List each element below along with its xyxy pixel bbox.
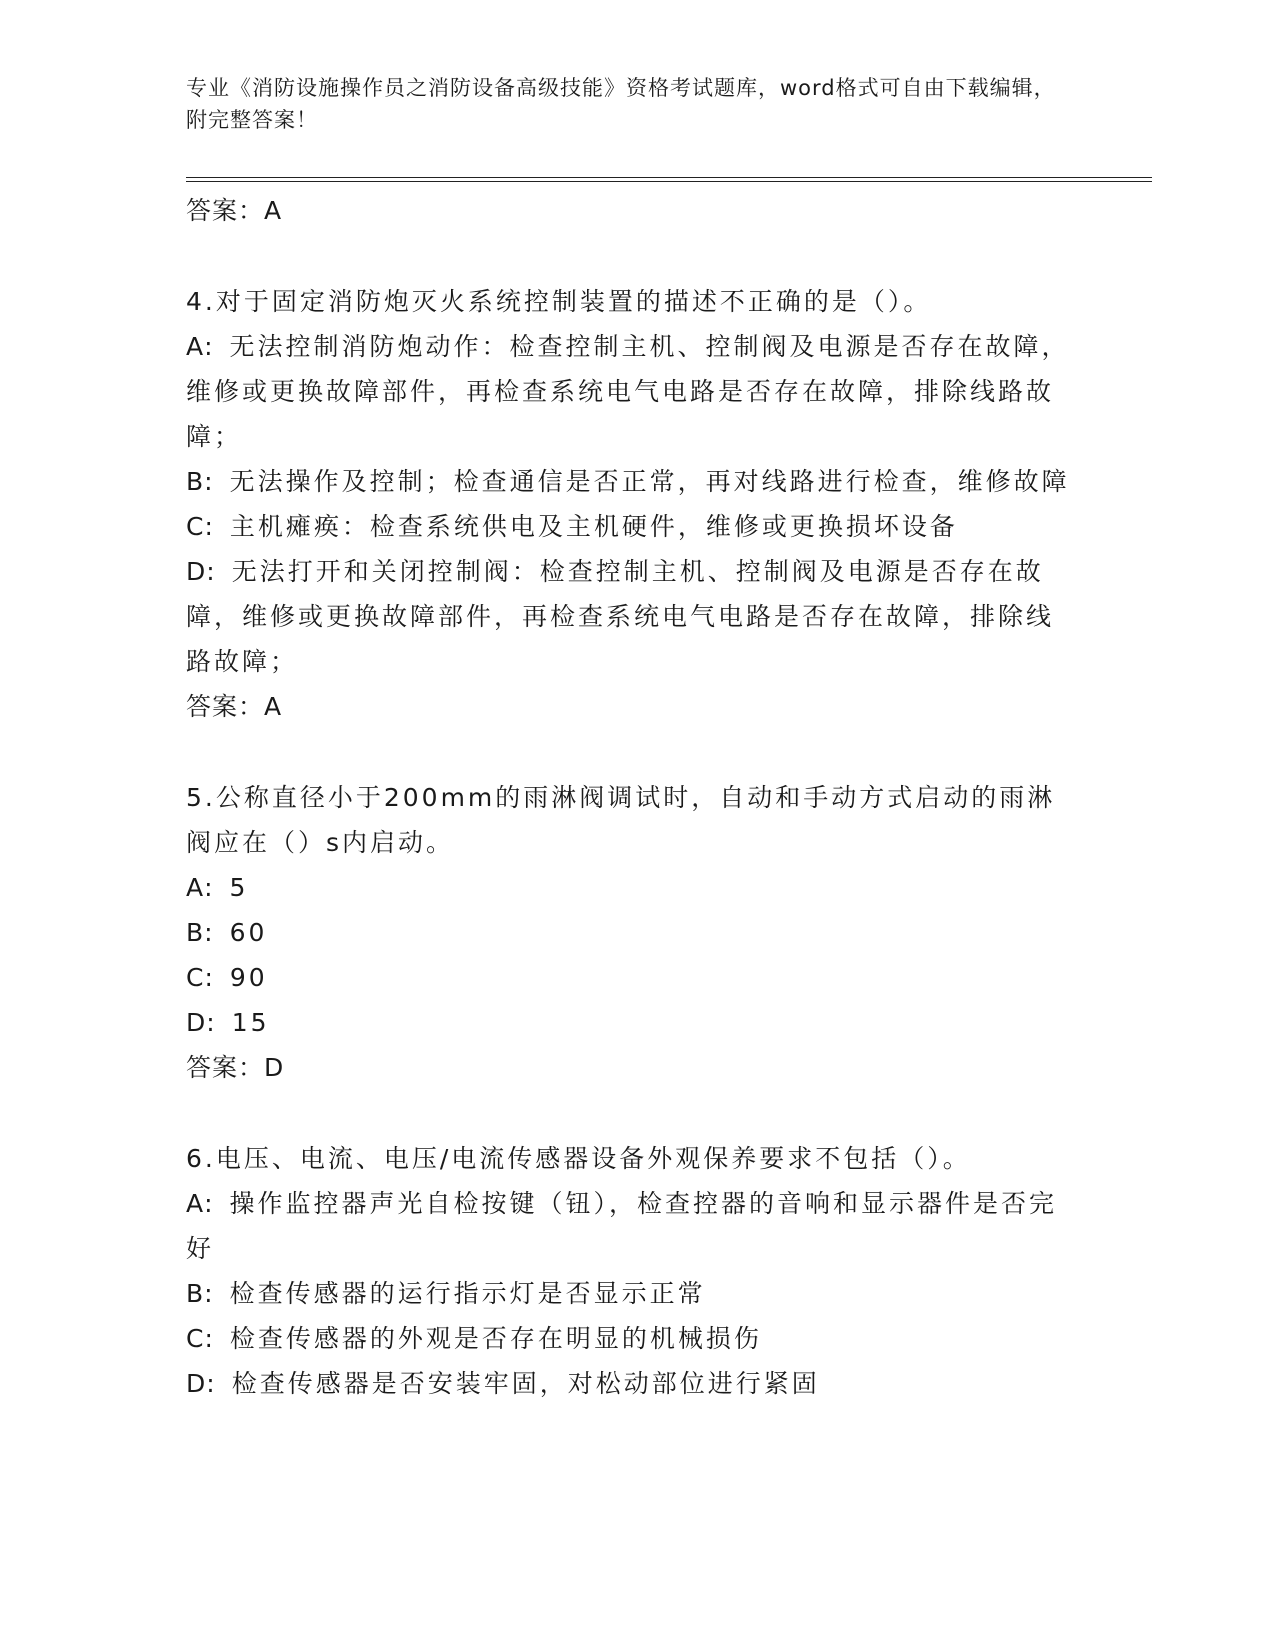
question-block [186, 1136, 1076, 1406]
question-block [186, 279, 1076, 729]
option-key: A [186, 332, 205, 361]
option-text: 15 [231, 1008, 270, 1037]
option-text: 操作监控器声光自检按键（钮），检查控器的音响和显示器件是否完好 [186, 1189, 1058, 1263]
option-key: A [186, 1189, 205, 1218]
question-stem: 6.电压、电流、电压/电流传感器设备外观保养要求不包括（）。 [186, 1144, 971, 1173]
option-key: B [186, 1279, 205, 1308]
option-key: C [186, 512, 205, 541]
option-key: C [186, 963, 205, 992]
option-key: C [186, 1324, 205, 1353]
question-block [186, 775, 1076, 1090]
header-divider [186, 181, 1152, 182]
option-key: A [186, 873, 205, 902]
option-text: 主机瘫痪：检查系统供电及主机硬件，维修或更换损坏设备 [229, 512, 958, 541]
option-key: D [186, 1008, 207, 1037]
option-text: 检查传感器的运行指示灯是否显示正常 [229, 1279, 706, 1308]
header-divider [186, 177, 1152, 178]
option-b: B: 无法操作及控制；检查通信是否正常，再对线路进行检查，维修故障 [186, 467, 1070, 496]
question-stem: 4.对于固定消防炮灭火系统控制装置的描述不正确的是（）。 [186, 287, 932, 316]
option-key: D [186, 1369, 207, 1398]
option-text: 检查传感器是否安装牢固，对松动部位进行紧固 [231, 1369, 820, 1398]
option-a: A: 无法控制消防炮动作：检查控制主机、控制阀及电源是否存在故障，维修或更换故障部件，再检查系统电气电路是否存在故障，排除线路故障； [186, 332, 1070, 451]
answer-line: 答案：A [186, 196, 283, 225]
option-c: C: 检查传感器的外观是否存在明显的机械损伤 [186, 1324, 762, 1353]
option-c: C: 90 [186, 963, 268, 992]
option-key: D [186, 557, 207, 586]
answer-line: 答案：D [186, 1053, 285, 1082]
option-c: C: 主机瘫痪：检查系统供电及主机硬件，维修或更换损坏设备 [186, 512, 958, 541]
option-key: B [186, 918, 205, 947]
option-text: 无法控制消防炮动作：检查控制主机、控制阀及电源是否存在故障，维修或更换故障部件，再检查系统电气电路是否存在故障，排除线路故障； [186, 332, 1070, 451]
option-d: D: 无法打开和关闭控制阀：检查控制主机、控制阀及电源是否存在故障，维修或更换故障部件，再检查系统电气电路是否存在故障，排除线路故障； [186, 557, 1055, 676]
option-b: B: 60 [186, 918, 268, 947]
option-a: A: 操作监控器声光自检按键（钮），检查控器的音响和显示器件是否完好 [186, 1189, 1058, 1263]
option-d: D: 15 [186, 1008, 270, 1037]
option-key: B [186, 467, 205, 496]
option-text: 无法操作及控制；检查通信是否正常，再对线路进行检查，维修故障 [229, 467, 1070, 496]
answer-line: 答案：A [186, 692, 283, 721]
option-text: 无法打开和关闭控制阀：检查控制主机、控制阀及电源是否存在故障，维修或更换故障部件，再检查系统电气电路是否存在故障，排除线路故障； [186, 557, 1055, 676]
option-d: D: 检查传感器是否安装牢固，对松动部位进行紧固 [186, 1369, 820, 1398]
option-text: 90 [229, 963, 268, 992]
option-b: B: 检查传感器的运行指示灯是否显示正常 [186, 1279, 706, 1308]
option-text: 检查传感器的外观是否存在明显的机械损伤 [229, 1324, 762, 1353]
question-list [186, 188, 1076, 1406]
question-stem: 5.公称直径小于200mm的雨淋阀调试时，自动和手动方式启动的雨淋阀应在（）s内启动。 [186, 783, 1056, 857]
option-a: A: 5 [186, 873, 249, 902]
option-text: 60 [229, 918, 268, 947]
option-text: 5 [229, 873, 249, 902]
document-header: 专业《消防设施操作员之消防设备高级技能》资格考试题库，word格式可自由下载编辑，附完整答案！ [186, 76, 1056, 132]
